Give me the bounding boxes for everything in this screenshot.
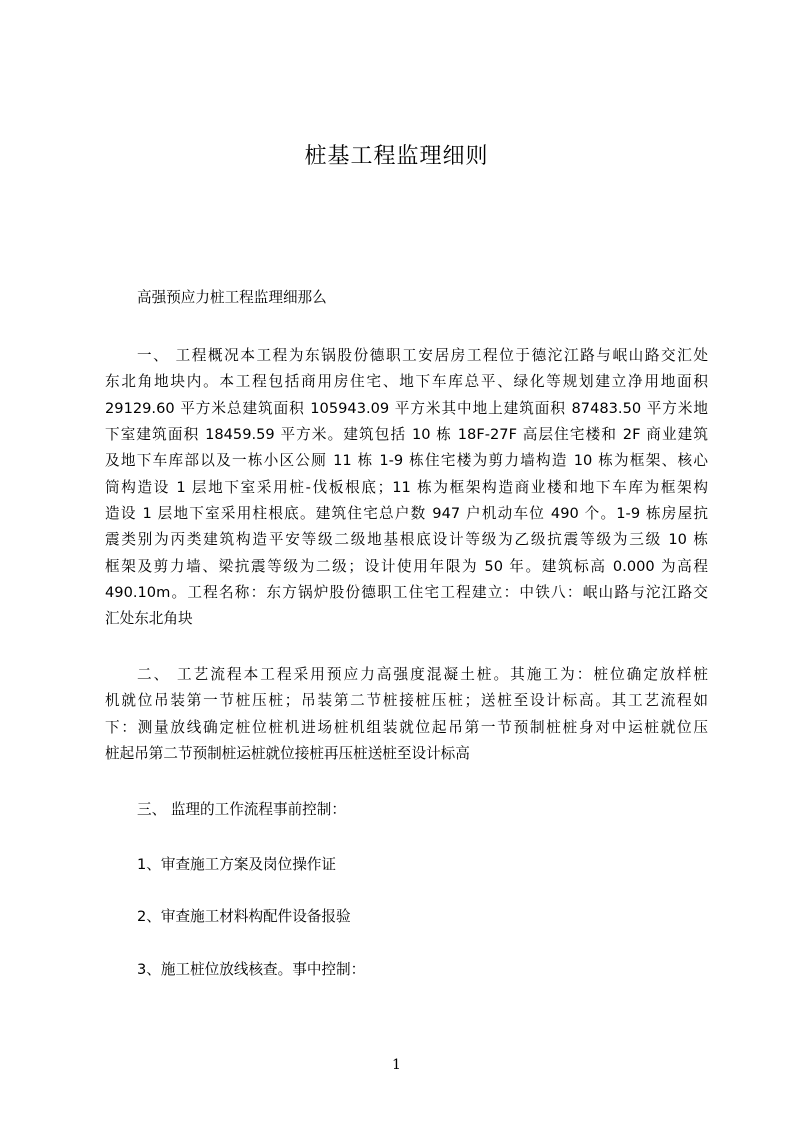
paragraph-line: 汇处东北角块: [105, 610, 193, 627]
paragraph-line: 震类别为丙类建筑构造平安等级二级地基根底设计等级为乙级抗震等级为三级 10 栋: [105, 531, 708, 548]
paragraph-line: 490.10m。工程名称：东方锅炉股份德职工住宅工程建立：中铁八：岷山路与沱江路交: [105, 584, 708, 601]
paragraph-line: 东北角地块内。本工程包括商用房住宅、地下车库总平、绿化等规划建立净用地面积: [105, 373, 708, 390]
list-item: 3、施工桩位放线核查。事中控制：: [137, 961, 366, 978]
paragraph-line: 一、 工程概况本工程为东锅股份德职工安居房工程位于德沱江路与岷山路交汇处: [137, 347, 708, 364]
list-item: 2、审查施工材料构配件设备报验: [137, 908, 351, 925]
page-number: 1: [392, 1057, 401, 1073]
paragraph-line: 桩起吊第二节预制桩运桩就位接桩再压桩送桩至设计标高: [105, 745, 470, 762]
document-title: 桩基工程监理细则: [304, 144, 489, 169]
paragraph-line: 造设 1 层地下室采用柱根底。建筑住宅总户数 947 户机动车位 490 个。1-9 栋房屋抗: [105, 505, 708, 522]
paragraph-line: 筒构造设 1 层地下室采用桩-伐板根底；11 栋为框架构造商业楼和地下车库为框架构: [105, 479, 708, 496]
paragraph-line: 下：测量放线确定桩位桩机进场桩机组装就位起吊第一节预制桩桩身对中运桩就位压: [105, 719, 708, 736]
paragraph-line: 29129.60 平方米总建筑面积 105943.09 平方米其中地上建筑面积 87483.50 平方米地: [105, 400, 708, 417]
paragraph-line: 二、 工艺流程本工程采用预应力高强度混凝土桩。其施工为：桩位确定放样桩: [137, 666, 708, 683]
section-3-heading: 三、 监理的工作流程事前控制：: [137, 801, 346, 818]
paragraph-line: 下室建筑面积 18459.59 平方米。建筑包括 10 栋 18F-27F 高层住宅楼和 2F 商业建筑: [105, 426, 708, 443]
paragraph-line: 框架及剪力墙、梁抗震等级为二级；设计使用年限为 50 年。建筑标高 0.000 为高程: [105, 558, 708, 575]
list-item: 1、审查施工方案及岗位操作证: [137, 856, 337, 873]
document-subtitle: 高强预应力桩工程监理细那么: [137, 289, 327, 306]
paragraph-line: 机就位吊装第一节桩压桩；吊装第二节桩接桩压桩；送桩至设计标高。其工艺流程如: [105, 692, 708, 709]
paragraph-line: 及地下车库部以及一栋小区公厕 11 栋 1-9 栋住宅楼为剪力墙构造 10 栋为框架、核心: [105, 452, 708, 469]
